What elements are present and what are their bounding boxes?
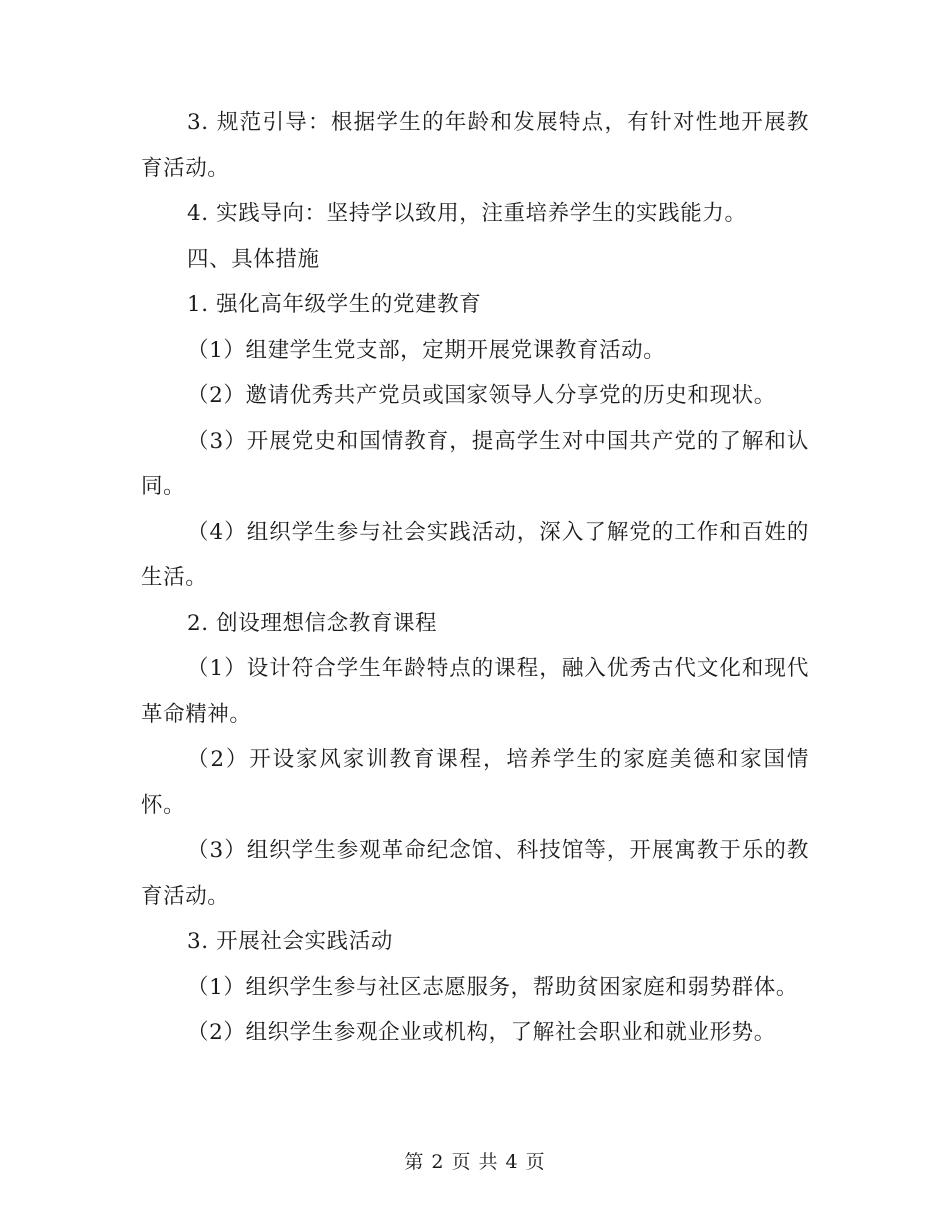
list-item: （4）组织学生参与社会实践活动，深入了解党的工作和百姓的生活。	[141, 519, 809, 590]
list-item: （3）开展党史和国情教育，提高学生对中国共产党的了解和认同。	[141, 428, 809, 499]
document-body	[141, 100, 809, 1056]
paragraph-principle-4: 4. 实践导向：坚持学以致用，注重培养学生的实践能力。	[187, 201, 747, 226]
list-item: （3）组织学生参观革命纪念馆、科技馆等，开展寓教于乐的教育活动。	[141, 838, 809, 909]
subheading-party-education: 1. 强化高年级学生的党建教育	[187, 292, 482, 317]
list-item: （1）组织学生参与社区志愿服务，帮助贫困家庭和弱势群体。	[187, 974, 798, 1000]
subheading-social-practice: 3. 开展社会实践活动	[187, 929, 393, 954]
list-item: （1）设计符合学生年龄特点的课程，融入优秀古代文化和现代革命精神。	[141, 656, 809, 727]
list-item: （1）组建学生党支部，定期开展党课教育活动。	[187, 337, 666, 363]
page-number-footer: 第 2 页 共 4 页	[404, 1151, 546, 1173]
subheading-belief-curriculum: 2. 创设理想信念教育课程	[187, 610, 438, 636]
list-item: （2）邀请优秀共产党员或国家领导人分享党的历史和现状。	[187, 383, 776, 408]
paragraph-principle-3: 3. 规范引导：根据学生的年龄和发展特点，有针对性地开展教育活动。	[141, 110, 809, 181]
list-item: （2）开设家风家训教育课程，培养学生的家庭美德和家国情怀。	[141, 747, 809, 818]
list-item: （2）组织学生参观企业或机构，了解社会职业和就业形势。	[187, 1020, 776, 1045]
section-heading-measures: 四、具体措施	[187, 246, 320, 272]
